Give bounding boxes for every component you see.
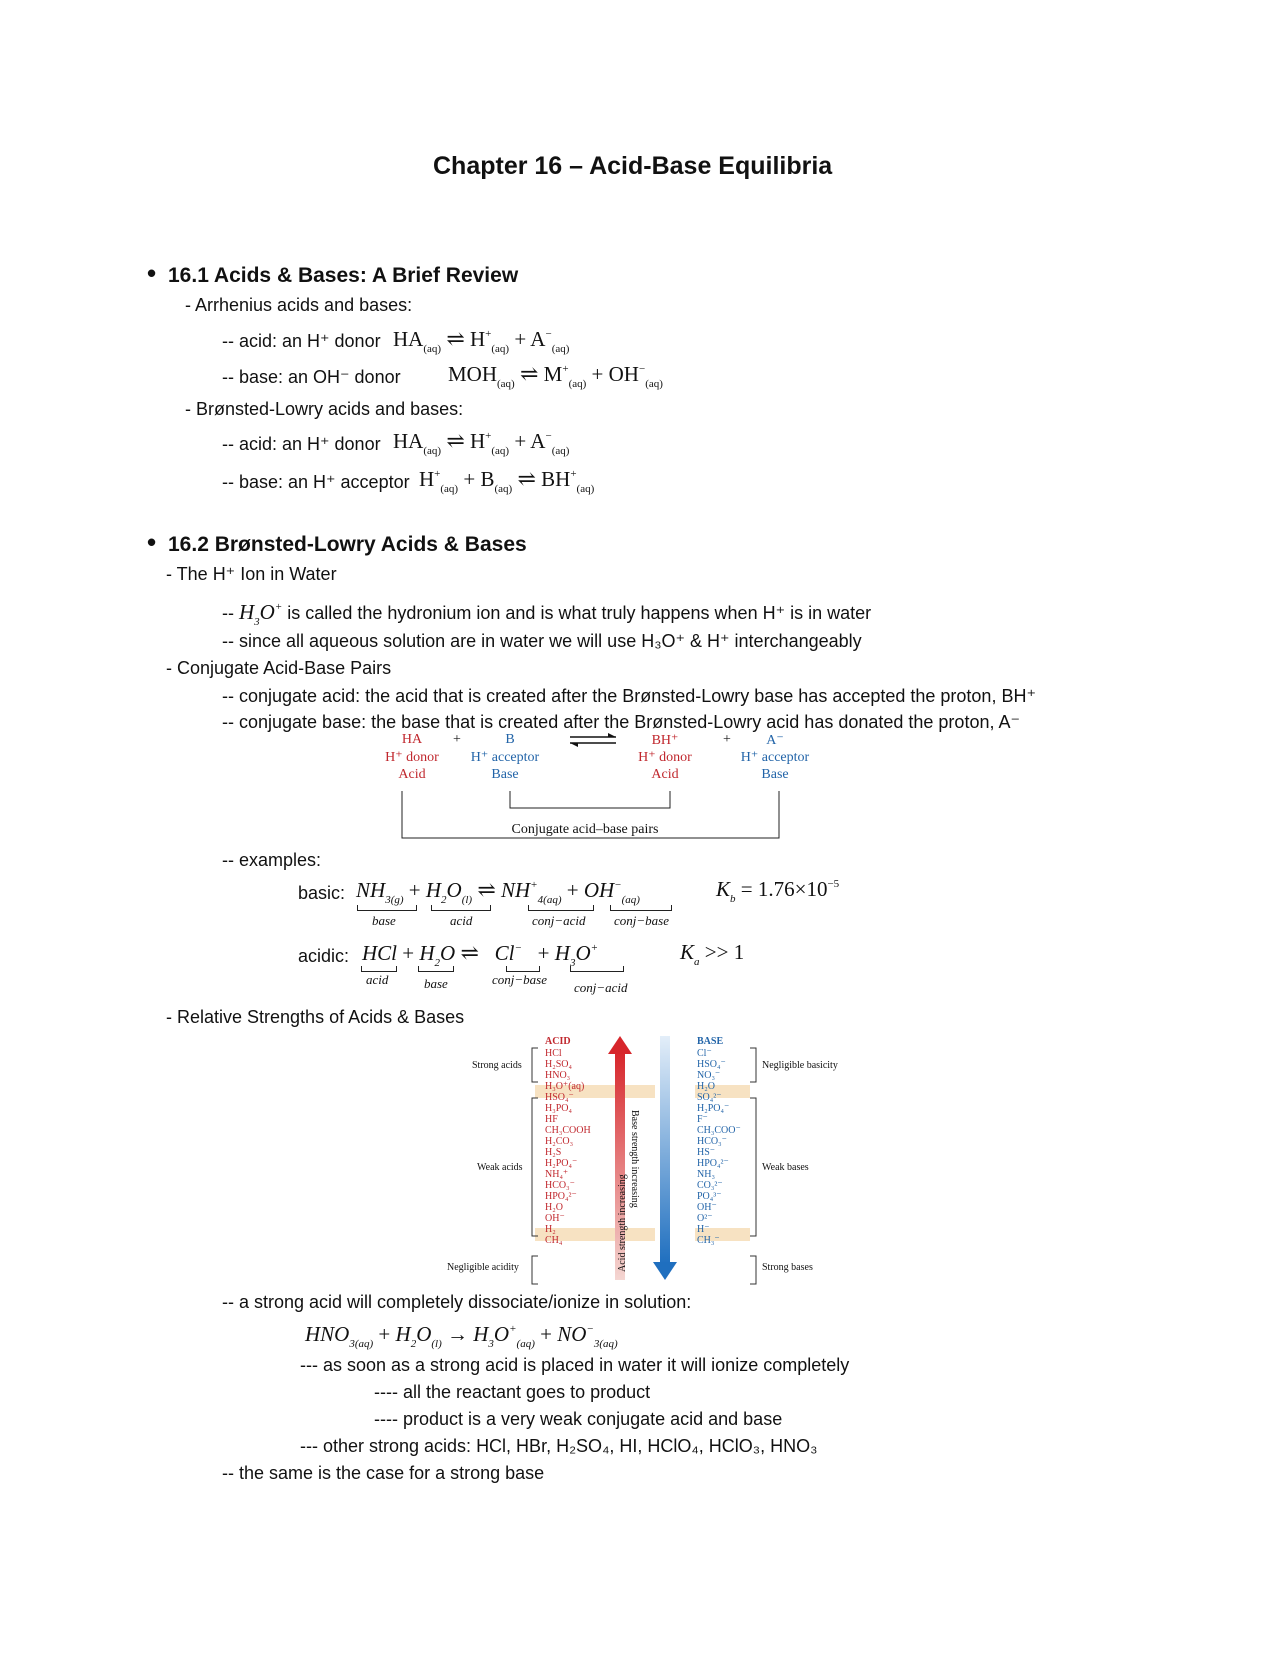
- weak-acids-label: Weak acids: [477, 1162, 523, 1173]
- acid-item: HPO₄²⁻: [545, 1191, 577, 1202]
- fig-ha-type: Acid: [398, 767, 426, 782]
- base-item: SO₄²⁻: [697, 1092, 722, 1103]
- base-item: NO₃⁻: [697, 1070, 721, 1081]
- base-list: [697, 1048, 741, 1246]
- label-acid: acid: [366, 972, 389, 987]
- strong-acids-label: Strong acids: [472, 1060, 522, 1071]
- fig-bh: BH⁺: [651, 733, 679, 748]
- ka-value: $K_a >> 1$: [680, 940, 745, 968]
- page-title: Chapter 16 – Acid-Base Equilibria: [433, 152, 833, 180]
- conjugate-acid-definition: -- conjugate acid: the acid that is created after the Brønsted-Lowry base has accepted the proton, BH⁺: [222, 686, 1036, 706]
- acidic-label: acidic:: [298, 946, 350, 966]
- fig-b-role: H⁺ acceptor: [470, 750, 540, 765]
- arrhenius-acid-text: -- acid: an H⁺ donor: [222, 331, 381, 351]
- base-item: HPO₄²⁻: [697, 1158, 729, 1169]
- fig-pairs-caption: Conjugate acid–base pairs: [511, 822, 659, 837]
- ionize-completely-line: --- as soon as a strong acid is placed in water it will ionize completely: [300, 1355, 850, 1375]
- underbrace: [418, 966, 454, 972]
- weak-bases-label: Weak bases: [762, 1162, 809, 1173]
- examples-heading: -- examples:: [222, 850, 322, 870]
- label-base: base: [372, 913, 396, 928]
- underbrace: [570, 966, 624, 972]
- base-item: HS⁻: [697, 1147, 716, 1158]
- bronsted-heading: - Brønsted-Lowry acids and bases:: [185, 399, 464, 419]
- base-item: H₂PO₄⁻: [697, 1103, 730, 1114]
- acid-item: HCO₃⁻: [545, 1180, 575, 1191]
- fig-plus: +: [723, 732, 731, 747]
- acid-item: OH⁻: [545, 1213, 565, 1224]
- bronsted-base-text: -- base: an H⁺ acceptor: [222, 472, 410, 492]
- acid-item: NH₄⁺: [545, 1169, 569, 1180]
- conjugate-heading: - Conjugate Acid-Base Pairs: [166, 658, 392, 678]
- strong-acid-line: -- a strong acid will completely dissociate/ionize in solution:: [222, 1292, 692, 1312]
- bronsted-base-equation: $H^+_{(aq)} + B_{(aq)}$ ⇌ $BH^+_{(aq)}$: [419, 466, 595, 495]
- bullet: •: [147, 527, 157, 557]
- fig-b: B: [505, 732, 515, 747]
- label-base: base: [424, 976, 448, 991]
- strong-bases-label: Strong bases: [762, 1262, 813, 1273]
- underbrace: [610, 905, 672, 911]
- base-item: H⁻: [697, 1224, 710, 1235]
- fig-plus: +: [453, 732, 461, 747]
- hydronium-line: -- $H_3O^+$ is called the hydronium ion and is what truly happens when H⁺ is in water: [222, 600, 872, 628]
- acid-strength-label: Acid strength increasing: [617, 1174, 628, 1272]
- label-acid: acid: [450, 913, 473, 928]
- acid-item: HF: [545, 1114, 558, 1125]
- base-item: CH₃COO⁻: [697, 1125, 741, 1136]
- acid-group-brackets: [530, 1046, 540, 1286]
- basic-equation: $NH_{3(g)} + H_2O_{(l)}$ ⇌ $NH^+_{4(aq)} + OH^-_{(aq)}$: [356, 877, 640, 906]
- acid-item: HCl: [545, 1048, 562, 1059]
- relative-strengths-heading: - Relative Strengths of Acids & Bases: [166, 1007, 465, 1027]
- underbrace: [357, 905, 417, 911]
- base-item: H₂O: [697, 1081, 715, 1092]
- base-column-head: BASE: [697, 1036, 724, 1047]
- negligible-acidity-label: Negligible acidity: [447, 1262, 519, 1273]
- bronsted-acid-equation: $HA_{(aq)}$ ⇌ $H^+_{(aq)} + A^-_{(aq)}$: [393, 428, 570, 457]
- acid-item: H₂PO₄⁻: [545, 1158, 578, 1169]
- base-item: CH₃⁻: [697, 1235, 720, 1246]
- acid-item: HSO₄⁻: [545, 1092, 574, 1103]
- acid-item: H₂S: [545, 1147, 562, 1158]
- base-strength-arrow-icon: [650, 1036, 680, 1282]
- acid-column-head: ACID: [545, 1036, 571, 1047]
- fig-a-type: Base: [761, 767, 789, 782]
- interchangeable-line: -- since all aqueous solution are in water we will use H₃O⁺ & H⁺ interchangeably: [222, 631, 862, 651]
- base-item: HSO₄⁻: [697, 1059, 726, 1070]
- acidic-equation: HCl + $H_2O$ ⇌ Cl− + $H_3O^+$: [362, 940, 599, 969]
- fig-ha-role: H⁺ donor: [385, 750, 439, 765]
- acid-item: H₂CO₃: [545, 1136, 574, 1147]
- acid-item: H₂: [545, 1224, 556, 1235]
- fig-bh-role: H⁺ donor: [638, 750, 692, 765]
- hno3-equation: $HNO_{3(aq)} + H_2O_{(l)} \to H_3O^+_{(aq)} + NO^-_{3(aq)}$: [305, 1322, 618, 1350]
- fig-equilibrium-arrow-icon: [568, 733, 618, 752]
- strong-base-line: -- the same is the case for a strong base: [222, 1463, 545, 1483]
- base-group-brackets: [748, 1046, 760, 1286]
- base-strength-label: Base strength increasing: [629, 1110, 640, 1208]
- reactant-product-line: ---- all the reactant goes to product: [374, 1382, 651, 1402]
- arrhenius-heading: - Arrhenius acids and bases:: [185, 295, 413, 315]
- acid-item: CH₄: [545, 1235, 563, 1246]
- weak-conjugate-line: ---- product is a very weak conjugate acid and base: [374, 1409, 783, 1429]
- acid-item: H₃O⁺(aq): [545, 1081, 585, 1092]
- base-item: OH⁻: [697, 1202, 717, 1213]
- base-item: HCO₃⁻: [697, 1136, 727, 1147]
- label-conj-acid: conj−acid: [532, 913, 586, 928]
- base-item: NH₃: [697, 1169, 715, 1180]
- acid-item: HNO₃: [545, 1070, 571, 1081]
- section-heading-16-2: 16.2 Brønsted-Lowry Acids & Bases: [168, 533, 527, 556]
- basic-label: basic:: [298, 883, 346, 903]
- fig-bh-type: Acid: [651, 767, 679, 782]
- negligible-basicity-label: Negligible basicity: [762, 1060, 838, 1071]
- underbrace: [431, 905, 491, 911]
- conjugate-base-definition: -- conjugate base: the base that is created after the Brønsted-Lowry acid has donated the proton, A⁻: [222, 712, 1020, 732]
- arrhenius-base-text: -- base: an OH⁻ donor: [222, 367, 401, 387]
- bronsted-acid-text: -- acid: an H⁺ donor: [222, 434, 381, 454]
- base-item: CO₃²⁻: [697, 1180, 723, 1191]
- base-item: PO₄³⁻: [697, 1191, 722, 1202]
- base-item: F⁻: [697, 1114, 708, 1125]
- acid-item: H₃PO₄: [545, 1103, 572, 1114]
- acid-item: H₂SO₄: [545, 1059, 572, 1070]
- underbrace: [528, 905, 594, 911]
- fig-a: A⁻: [766, 733, 784, 748]
- base-item: O²⁻: [697, 1213, 713, 1224]
- base-item: Cl⁻: [697, 1048, 712, 1059]
- label-conj-base: conj−base: [614, 913, 669, 928]
- label-conj-acid: conj−acid: [574, 980, 628, 995]
- other-strong-acids-line: --- other strong acids: HCl, HBr, H₂SO₄, HI, HClO₄, HClO₃, HNO₃: [300, 1436, 818, 1456]
- acid-item: CH₃COOH: [545, 1125, 591, 1136]
- label-conj-base: conj−base: [492, 972, 547, 987]
- kb-value: $K_b = 1.76\times 10^{-5}$: [716, 877, 840, 905]
- arrhenius-base-equation: $MOH_{(aq)}$ ⇌ $M^+_{(aq)} + OH^-_{(aq)}$: [448, 361, 663, 390]
- fig-ha: HA: [401, 732, 423, 747]
- acid-list: [545, 1048, 591, 1246]
- section-heading-16-1: 16.1 Acids & Bases: A Brief Review: [168, 264, 519, 287]
- fig-b-type: Base: [491, 767, 519, 782]
- acid-item: H₂O: [545, 1202, 563, 1213]
- arrhenius-acid-equation: $HA_{(aq)}$ ⇌ $H^+_{(aq)} + A^-_{(aq)}$: [393, 326, 570, 355]
- fig-a-role: H⁺ acceptor: [740, 750, 810, 765]
- bullet: •: [147, 258, 157, 288]
- h-ion-heading: - The H⁺ Ion in Water: [166, 564, 337, 584]
